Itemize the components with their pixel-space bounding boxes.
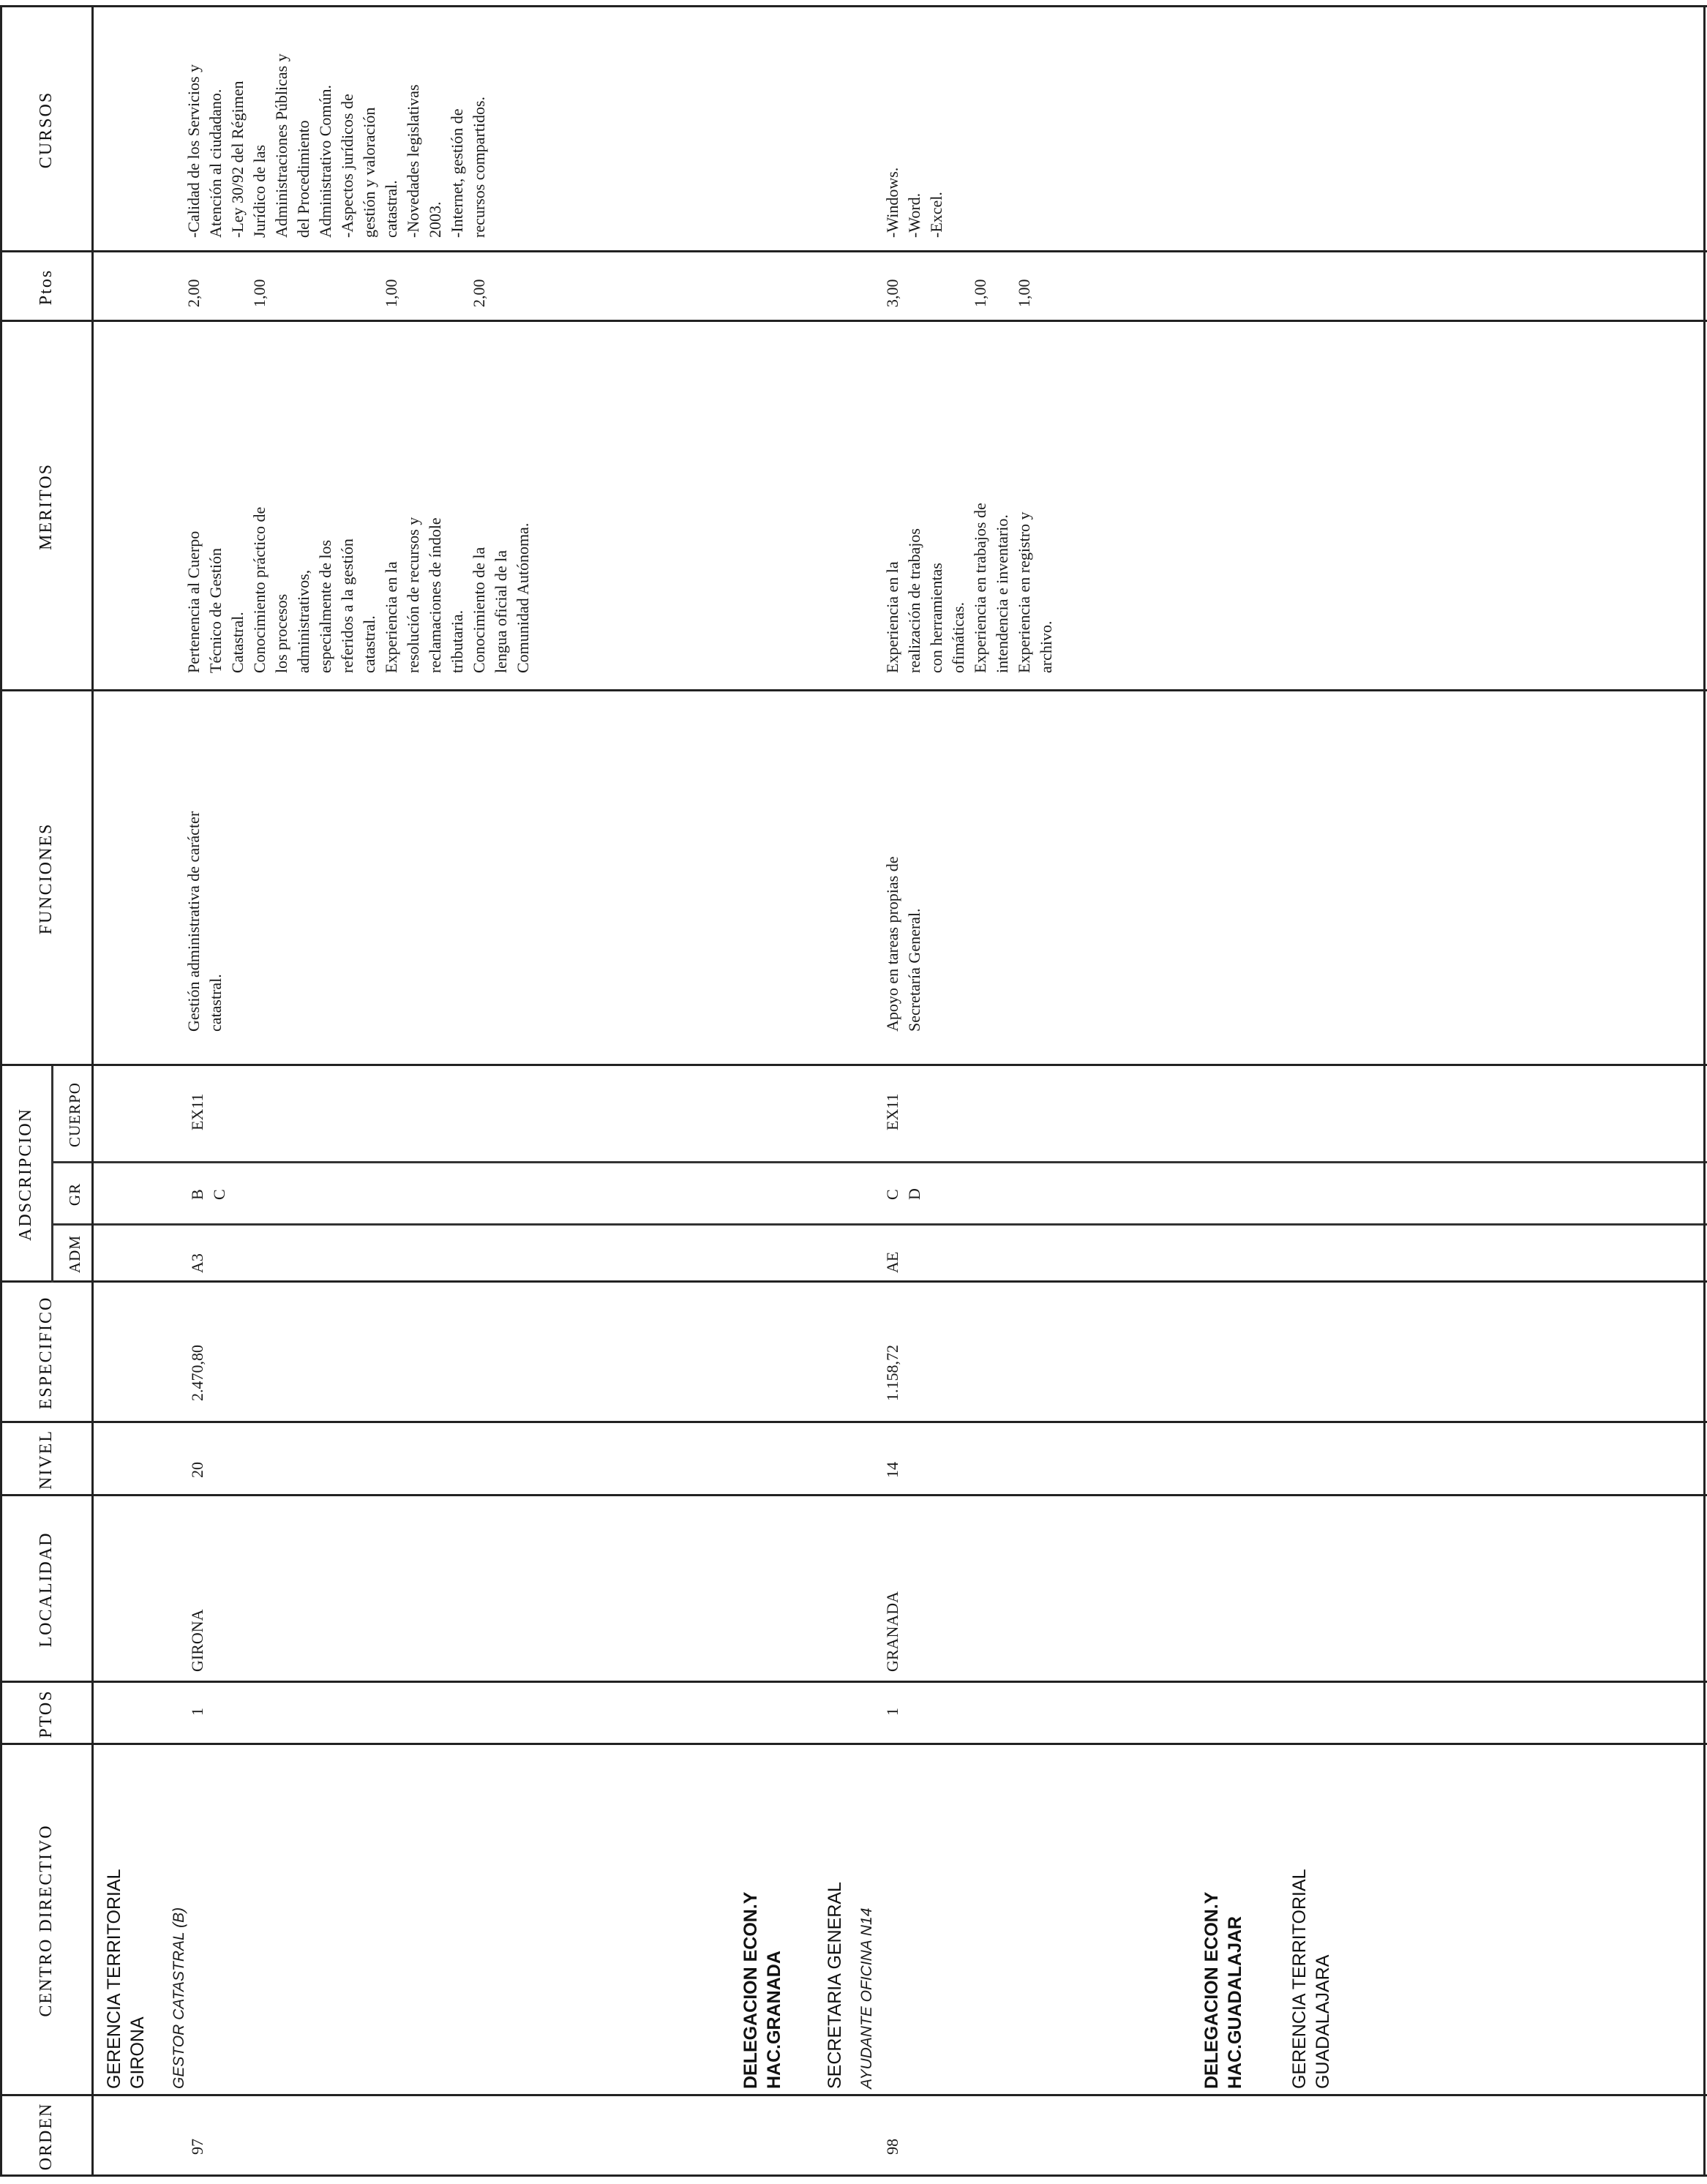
col-divider-adscripcion — [0, 1064, 1707, 1066]
row97-puesto: GESTOR CATASTRAL (B) — [170, 1907, 187, 2089]
funciones-line: Gestión administrativa de carácter — [184, 811, 203, 1032]
row98-adm: AE — [883, 1251, 901, 1273]
header-cuerpo: CUERPO — [66, 1082, 83, 1147]
curso-line: -Windows. — [883, 167, 901, 238]
merito-line: ofimáticas. — [949, 601, 967, 673]
merito-line: resolución de recursos y — [404, 517, 422, 673]
row98-ptos: 1 — [883, 1708, 901, 1716]
header-adm: ADM — [66, 1235, 83, 1274]
col-divider-nivel — [0, 1421, 1707, 1423]
org-name-line: GIRONA — [127, 2016, 148, 2089]
org-name-line: DELEGACION ECON.Y — [1201, 1891, 1222, 2089]
merito-line: Experiencia en registro y — [1015, 511, 1033, 673]
row97-adm: A3 — [188, 1253, 206, 1273]
col-divider-centro — [0, 1743, 1707, 1745]
merito-line: realización de trabajos — [905, 528, 923, 673]
org-name-line: HAC.GRANADA — [764, 1951, 784, 2089]
merito-line: intendencia e inventario. — [993, 514, 1011, 673]
row97-especifico: 2.470,80 — [188, 1345, 206, 1401]
row97-gr-2: C — [210, 1189, 228, 1200]
merito-line: Pertenencia al Cuerpo — [184, 530, 203, 673]
curso-line: gestión y valoración — [360, 107, 378, 238]
adscripcion-sub-divider — [51, 1066, 53, 1283]
table-left-border — [0, 2174, 1707, 2177]
row97-merito-pts-3: 1,00 — [382, 279, 400, 307]
table-right-border — [0, 5, 1707, 7]
row98-localidad: GRANADA — [883, 1591, 901, 1672]
org-name-line: GUADALAJARA — [1313, 1954, 1333, 2089]
curso-line: -Word. — [905, 192, 923, 238]
row97-ptos: 1 — [188, 1708, 206, 1716]
org-unit-secretaria: SECRETARIA GENERAL — [825, 1882, 845, 2089]
row98-nivel: 14 — [883, 1462, 901, 1478]
merito-line: lengua oficial de la — [492, 550, 510, 673]
col-divider-orden — [0, 2094, 1707, 2096]
org-block-guadalajara — [1200, 1892, 1247, 2089]
funciones-line: Secretaría General. — [905, 908, 923, 1032]
row97-gr-1: B — [188, 1189, 206, 1200]
merito-line: Experiencia en la — [883, 561, 901, 673]
row98-merito-pts-2: 1,00 — [971, 279, 989, 307]
funciones-line: Apoyo en tareas propias de — [883, 856, 901, 1032]
row97-merito-pts-1: 2,00 — [184, 279, 203, 307]
row97-cursos — [183, 53, 490, 238]
org-block-granada — [739, 1892, 786, 2089]
row98-orden: 98 — [883, 2139, 901, 2155]
curso-line: -Excel. — [927, 192, 945, 238]
row97-cuerpo: EX11 — [188, 1093, 206, 1130]
merito-line: catastral. — [360, 615, 378, 673]
row98-puesto: AYUDANTE OFICINA N14 — [858, 1907, 875, 2089]
row97-merito-pts-4: 2,00 — [470, 279, 488, 307]
row97-funciones — [183, 811, 227, 1032]
col-divider-especifico — [0, 1280, 1707, 1283]
merito-line: administrativos, — [294, 569, 312, 673]
col-divider-gr — [51, 1161, 1707, 1163]
merito-line: especialmente de los — [316, 539, 334, 673]
merito-line: con herramientas — [927, 563, 945, 673]
org-name-line: DELEGACION ECON.Y — [740, 1891, 761, 2089]
header-funciones: FUNCIONES — [37, 822, 56, 935]
curso-line: catastral. — [382, 180, 400, 238]
header-top-border — [0, 5, 2, 2177]
merito-line: Técnico de Gestión — [206, 547, 225, 673]
curso-line: Administrativo Común. — [316, 85, 334, 238]
curso-line: -Internet, gestión de — [448, 108, 466, 238]
row98-gr-2: D — [905, 1188, 923, 1200]
row97-meritos — [183, 507, 534, 673]
org-name-line: HAC.GUADALAJAR — [1225, 1915, 1245, 2089]
curso-line: recursos compartidos. — [470, 96, 488, 238]
merito-line: Conocimiento de la — [470, 547, 488, 673]
org-name-line: GERENCIA TERRITORIAL — [1289, 1869, 1310, 2089]
header-localidad: LOCALIDAD — [37, 1531, 56, 1648]
merito-line: Conocimiento práctico de — [250, 506, 269, 673]
table-bottom-border — [1703, 5, 1706, 2177]
merito-line: Experiencia en trabajos de — [971, 503, 989, 673]
merito-line: Experiencia en la — [382, 561, 400, 673]
col-divider-funciones — [0, 689, 1707, 691]
row98-merito-pts-3: 1,00 — [1015, 279, 1033, 307]
col-divider-adm — [51, 1223, 1707, 1226]
col-divider-ptos-meritos — [0, 250, 1707, 252]
merito-line: Comunidad Autónoma. — [514, 522, 532, 673]
merito-line: archivo. — [1037, 620, 1055, 673]
row98-cuerpo: EX11 — [883, 1093, 901, 1130]
curso-line: del Procedimiento — [294, 120, 312, 238]
row97-localidad: GIRONA — [188, 1609, 206, 1672]
row97-nivel: 20 — [188, 1462, 206, 1478]
merito-line: Catastral. — [228, 612, 247, 673]
curso-line: Atención al ciudadano. — [206, 89, 225, 238]
row98-gr-1: C — [883, 1189, 901, 1200]
merito-line: referidos a la gestión — [338, 539, 356, 673]
row97-orden: 97 — [188, 2139, 206, 2155]
curso-line: Administraciones Públicas y — [272, 53, 290, 238]
curso-line: -Calidad de los Servicios y — [184, 64, 203, 238]
header-cursos: CURSOS — [37, 91, 56, 169]
col-divider-meritos — [0, 320, 1707, 322]
org-name-line: GERENCIA TERRITORIAL — [104, 1869, 124, 2089]
curso-line: -Ley 30/92 del Régimen — [228, 80, 247, 238]
header-nivel: NIVEL — [37, 1430, 56, 1490]
curso-line: -Novedades legislativas — [404, 84, 422, 238]
header-bottom-border — [91, 5, 94, 2177]
row98-especifico: 1.158,72 — [883, 1345, 901, 1401]
header-meritos: MERITOS — [37, 463, 56, 550]
header-gr: GR — [66, 1182, 83, 1207]
header-especifico: ESPECIFICO — [37, 1296, 56, 1410]
header-ptos-meritos: Ptos — [37, 269, 56, 306]
row98-meritos — [882, 503, 1057, 673]
col-divider-ptos — [0, 1681, 1707, 1683]
header-orden: ORDEN — [37, 2102, 56, 2171]
merito-line: tributaria. — [448, 609, 466, 673]
header-adscripcion: ADSCRIPCION — [16, 1107, 35, 1242]
header-ptos: PTOS — [37, 1689, 56, 1738]
row98-merito-pts-1: 3,00 — [883, 279, 901, 307]
row97-merito-pts-2: 1,00 — [250, 279, 269, 307]
curso-line: -Aspectos jurídicos de — [338, 94, 356, 238]
merito-line: reclamaciones de índole — [426, 517, 444, 673]
funciones-line: catastral. — [206, 974, 225, 1032]
org-block-girona — [102, 1869, 149, 2089]
header-centro-directivo: CENTRO DIRECTIVO — [37, 1824, 56, 2017]
merito-line: los procesos — [272, 593, 290, 673]
curso-line: Jurídico de las — [250, 144, 269, 238]
row98-cursos — [882, 168, 948, 238]
row98-funciones — [882, 857, 926, 1032]
curso-line: 2003. — [426, 201, 444, 238]
col-divider-localidad — [0, 1494, 1707, 1496]
org-unit-gerencia-guadalajara — [1288, 1869, 1335, 2089]
